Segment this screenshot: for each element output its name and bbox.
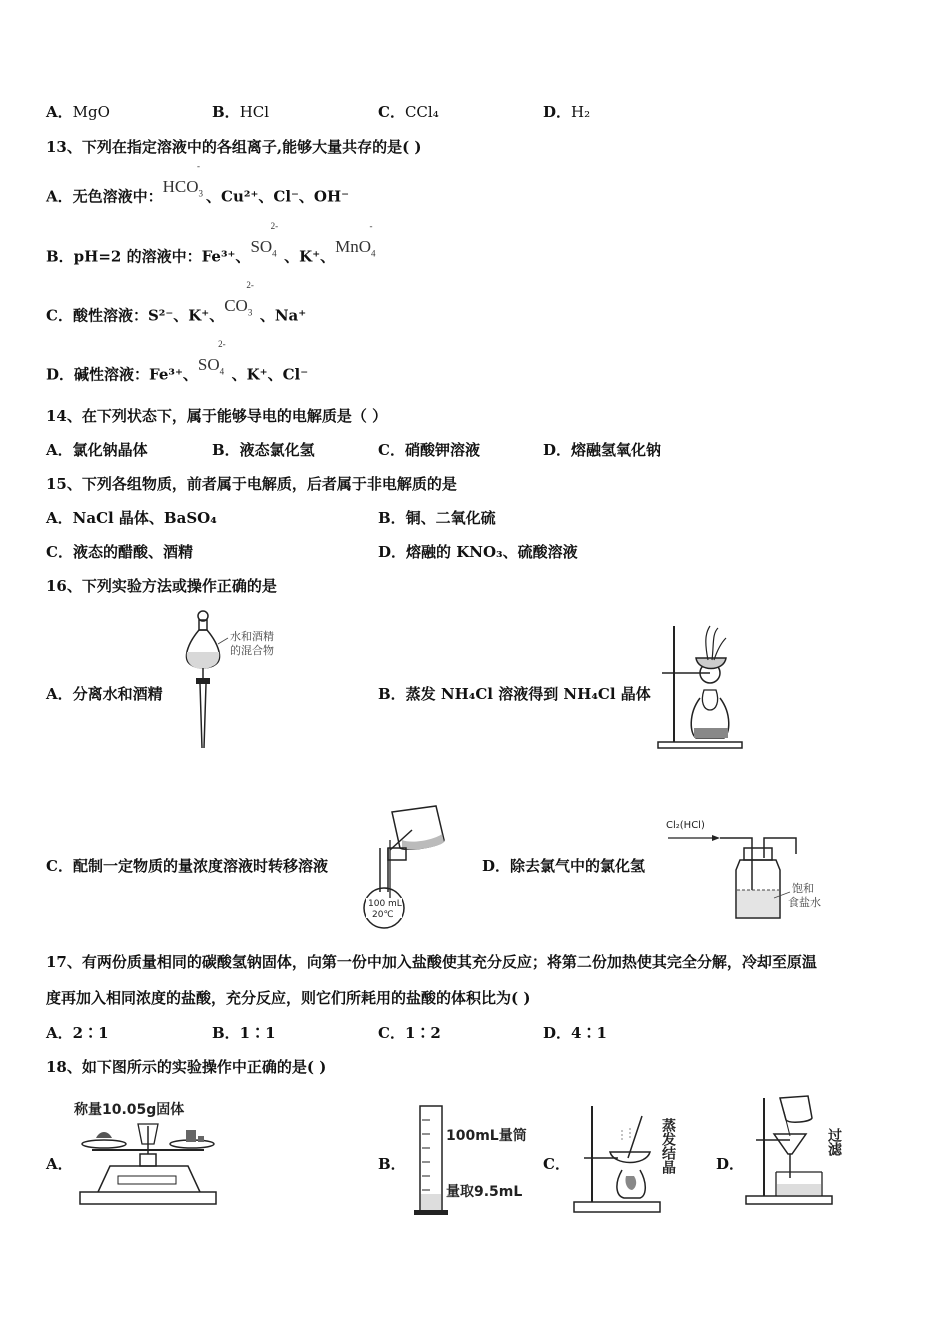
q13-stem: 13、下列在指定溶液中的各组离子,能够大量共存的是( ) bbox=[46, 138, 422, 156]
q16-option-a: A．分离水和酒精 bbox=[46, 685, 163, 703]
funnel-label-1: 水和酒精 bbox=[230, 630, 274, 643]
q17-option-a: A．2∶1 bbox=[46, 1024, 109, 1042]
sulfate-ion-2: $SO_4^{2-}$ bbox=[197, 339, 226, 377]
crystallize-label: 蒸发结晶 bbox=[660, 1118, 676, 1174]
q16-stem: 16、下列实验方法或操作正确的是 bbox=[46, 577, 277, 595]
balance-figure bbox=[70, 1094, 230, 1216]
q14-option-a: A．氯化钠晶体 bbox=[46, 441, 148, 459]
q17-line1: 17、有两份质量相同的碳酸氢钠固体，向第一份中加入盐酸使其充分反应；将第二份加热使其完全分解，冷却至原温 bbox=[46, 953, 817, 971]
q12-option-d-text: H₂ bbox=[571, 103, 591, 121]
q13-option-d: D．碱性溶液：Fe³⁺、$SO_4^{2-}$、K⁺、Cl⁻ bbox=[46, 339, 309, 384]
q15-option-a: A．NaCl 晶体、BaSO₄ bbox=[46, 509, 217, 527]
q12-option-b-text: HCl bbox=[239, 103, 270, 121]
q15-option-d: D．熔融的 KNO₃、硫酸溶液 bbox=[378, 543, 578, 561]
q17-option-b: B．1∶1 bbox=[212, 1024, 276, 1042]
q13-option-b: B．pH=2 的溶液中：Fe³⁺、$SO_4^{2-}$、K⁺、MnO$_4$- bbox=[46, 242, 379, 273]
q12-option-a: A．MgO bbox=[46, 103, 110, 121]
volumetric-flask-figure bbox=[360, 800, 455, 935]
sulfate-ion: $SO_4^{2-}$ bbox=[250, 221, 279, 259]
q15-option-b: B．铜、二氧化硫 bbox=[378, 509, 496, 527]
q12-option-c-text: CCl₄ bbox=[404, 103, 439, 121]
evaporative-crystallization-figure bbox=[570, 1100, 700, 1218]
filter-label: 过滤 bbox=[826, 1128, 842, 1156]
q16-option-c: C．配制一定物质的量浓度溶液时转移溶液 bbox=[46, 857, 328, 875]
balance-label: 称量10.05g固体 bbox=[74, 1102, 185, 1118]
q14-option-c: C．硝酸钾溶液 bbox=[378, 441, 480, 459]
q14-stem: 14、在下列状态下，属于能够导电的电解质是（ ） bbox=[46, 407, 388, 425]
filtration-figure bbox=[742, 1092, 862, 1214]
flask-label-volume: 100 mL bbox=[368, 899, 402, 909]
q18-option-a: A． bbox=[46, 1155, 73, 1173]
q18-option-b: B． bbox=[378, 1155, 406, 1173]
q16-option-d: D．除去氯气中的氯化氢 bbox=[482, 857, 646, 875]
evaporation-figure bbox=[652, 618, 752, 753]
q12-option-a-text: MgO bbox=[72, 103, 110, 121]
q17-line2: 度再加入相同浓度的盐酸，充分反应，则它们所耗用的盐酸的体积比为( ) bbox=[46, 989, 531, 1007]
q12-option-c: C．CCl₄ bbox=[378, 103, 439, 121]
q18-stem: 18、如下图所示的实验操作中正确的是( ) bbox=[46, 1058, 327, 1076]
q17-option-d: D．4∶1 bbox=[543, 1024, 607, 1042]
q13-option-a: A．无色溶液中：$HCO_3^-$、Cu²⁺、Cl⁻、OH⁻ bbox=[46, 161, 350, 206]
q14-option-b: B．液态氯化氢 bbox=[212, 441, 315, 459]
carbonate-ion: $CO_3^{2-}$ bbox=[224, 280, 254, 318]
gas-washing-bottle-figure bbox=[664, 814, 834, 926]
measure-label: 量取9.5mL bbox=[446, 1184, 523, 1200]
q14-option-d: D．熔融氢氧化钠 bbox=[543, 441, 662, 459]
saline-label-1: 饱和 bbox=[792, 882, 814, 895]
q18-option-d: D． bbox=[716, 1155, 745, 1173]
q15-stem: 15、下列各组物质，前者属于电解质，后者属于非电解质的是 bbox=[46, 475, 457, 493]
q15-option-c: C．液态的醋酸、酒精 bbox=[46, 543, 193, 561]
graduated-cylinder-figure bbox=[410, 1100, 540, 1218]
q17-option-c: C．1∶2 bbox=[378, 1024, 441, 1042]
q18-option-c: C． bbox=[543, 1155, 570, 1173]
saline-label-2: 食盐水 bbox=[788, 896, 821, 909]
bicarbonate-ion: $HCO_3^-$ bbox=[162, 161, 204, 199]
funnel-label-2: 的混合物 bbox=[230, 644, 274, 657]
q12-option-d: D．H₂ bbox=[543, 103, 591, 121]
q16-option-b: B．蒸发 NH₄Cl 溶液得到 NH₄Cl 晶体 bbox=[378, 685, 651, 703]
flask-label-temp: 20℃ bbox=[372, 910, 394, 920]
cylinder-label: 100mL量筒 bbox=[446, 1128, 527, 1144]
q13-option-c: C．酸性溶液：S²⁻、K⁺、$CO_3^{2-}$、Na⁺ bbox=[46, 280, 307, 325]
separatory-funnel-figure bbox=[180, 608, 290, 753]
gas-label: Cl₂(HCl) bbox=[666, 820, 705, 831]
q12-option-b: B．HCl bbox=[212, 103, 270, 121]
permanganate-ion: MnO$_4$- bbox=[335, 221, 376, 259]
